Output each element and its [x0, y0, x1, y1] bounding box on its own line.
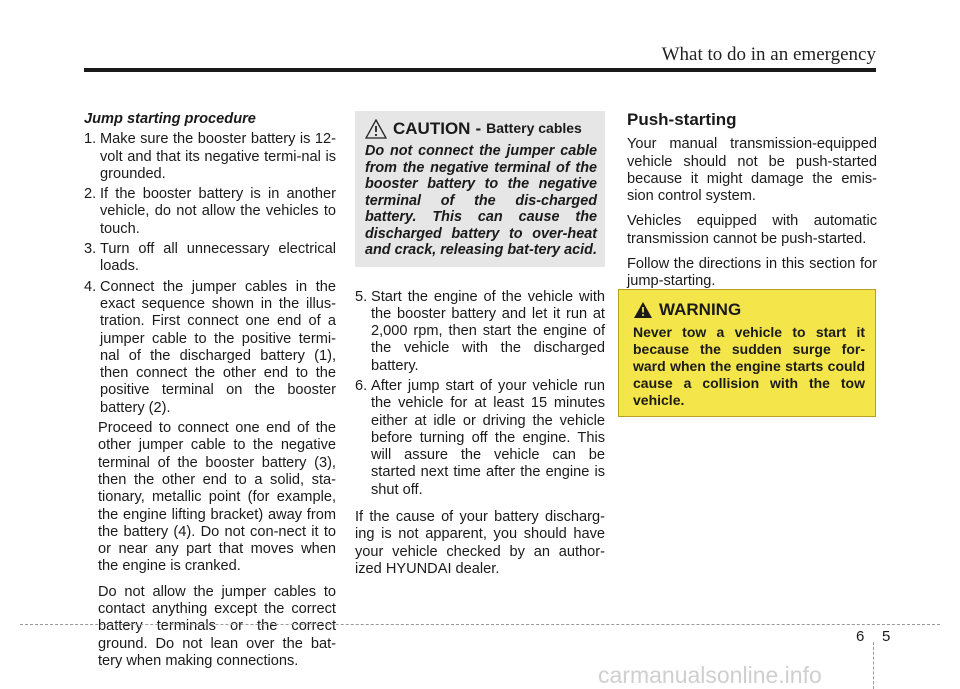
page-header-title: What to do in an emergency [661, 44, 876, 65]
caution-label: CAUTION [393, 119, 471, 139]
watermark: carmanualsonline.info [598, 662, 822, 688]
step-number: 4. [84, 278, 97, 295]
step-text: Connect the jumper cables in the exact sequence shown in the illus-tration. First connect one end of a jumper cable to the positive termi-nal of the discharged battery (1), then connect the other end to the positive terminal on the booster battery (2). [100, 278, 336, 416]
step-number: 1. [84, 131, 97, 148]
paragraph: Follow the directions in this section for jump-starting. [627, 256, 877, 290]
caution-triangle-icon [365, 119, 387, 139]
warning-label: WARNING [659, 300, 742, 319]
section-heading-jump-starting: Jump starting procedure [84, 111, 256, 127]
warning-box [618, 289, 876, 417]
footer-divider [20, 624, 940, 625]
list-item [84, 241, 336, 276]
step-number: 6. [355, 377, 368, 394]
warning-triangle-icon [633, 301, 653, 319]
paragraph: Your manual transmission-equipped vehicle should not be push-started because it might damage the emis-sion control system. [627, 136, 877, 205]
caution-text: Do not connect the jumper cable from the negative terminal of the booster battery to the negative terminal of the dis-charged battery. This can cause the discharged battery to over-heat and crack, releasing bat-tery acid. [365, 143, 597, 258]
warning-header [633, 300, 865, 320]
step-number: 5. [355, 288, 368, 305]
page-number: 5 [882, 628, 891, 645]
step-text: Turn off all unnecessary electrical loads. [100, 241, 336, 275]
left-column [84, 111, 336, 678]
paragraph: Do not allow the jumper cables to contact anything except the correct battery terminals or the correct ground. Do not lean over the bat-tery when making connections. [98, 583, 336, 669]
chapter-number: 6 [856, 628, 865, 645]
list-item [355, 378, 605, 499]
list-item [84, 186, 336, 238]
step-text: If the booster battery is in another vehicle, do not allow the vehicles to touch. [100, 186, 336, 237]
step-text: Start the engine of the vehicle with the booster battery and let it run at 2,000 rpm, then start the engine of the vehicle with the discharged battery. [371, 288, 605, 374]
step-number: 2. [84, 186, 97, 203]
section-heading-push-starting: Push-starting [627, 110, 737, 129]
paragraph: If the cause of your battery discharg-ing is not apparent, you should have your vehicle checked by an author-ized HYUNDAI dealer. [355, 509, 605, 577]
footer-vertical-divider [873, 642, 874, 689]
paragraph: Proceed to connect one end of the other jumper cable to the negative terminal of the booster battery (3), then the other end to a solid, sta-tionary, metallic point (for example, the engine lifting bracket) away from the battery (4). Do not con-nect it to or near any part that moves when the engine is cranked. [98, 420, 336, 575]
step-text: After jump start of your vehicle run the vehicle for at least 15 minutes either at idle or driving the vehicle before turning off the engine. This will assure the vehicle can be started next time after the engine is shut off. [371, 377, 605, 498]
paragraph: Vehicles equipped with automatic transmission cannot be push-started. [627, 213, 877, 247]
caution-box [355, 111, 605, 267]
step-text: Make sure the booster battery is 12-volt and that its negative termi-nal is grounded. [100, 131, 336, 182]
right-column [627, 111, 877, 299]
list-item [84, 131, 336, 183]
caution-separator: - [475, 119, 482, 139]
list-item [355, 289, 605, 375]
warning-text: Never tow a vehicle to start it because the sudden surge for-ward when the engine starts could cause a collision with the tow vehicle. [633, 324, 865, 408]
caution-topic: Battery cables [486, 120, 582, 137]
list-item [84, 279, 336, 417]
step-number: 3. [84, 241, 97, 258]
caution-header [365, 119, 597, 139]
middle-column [355, 111, 605, 578]
header-rule [84, 68, 876, 72]
